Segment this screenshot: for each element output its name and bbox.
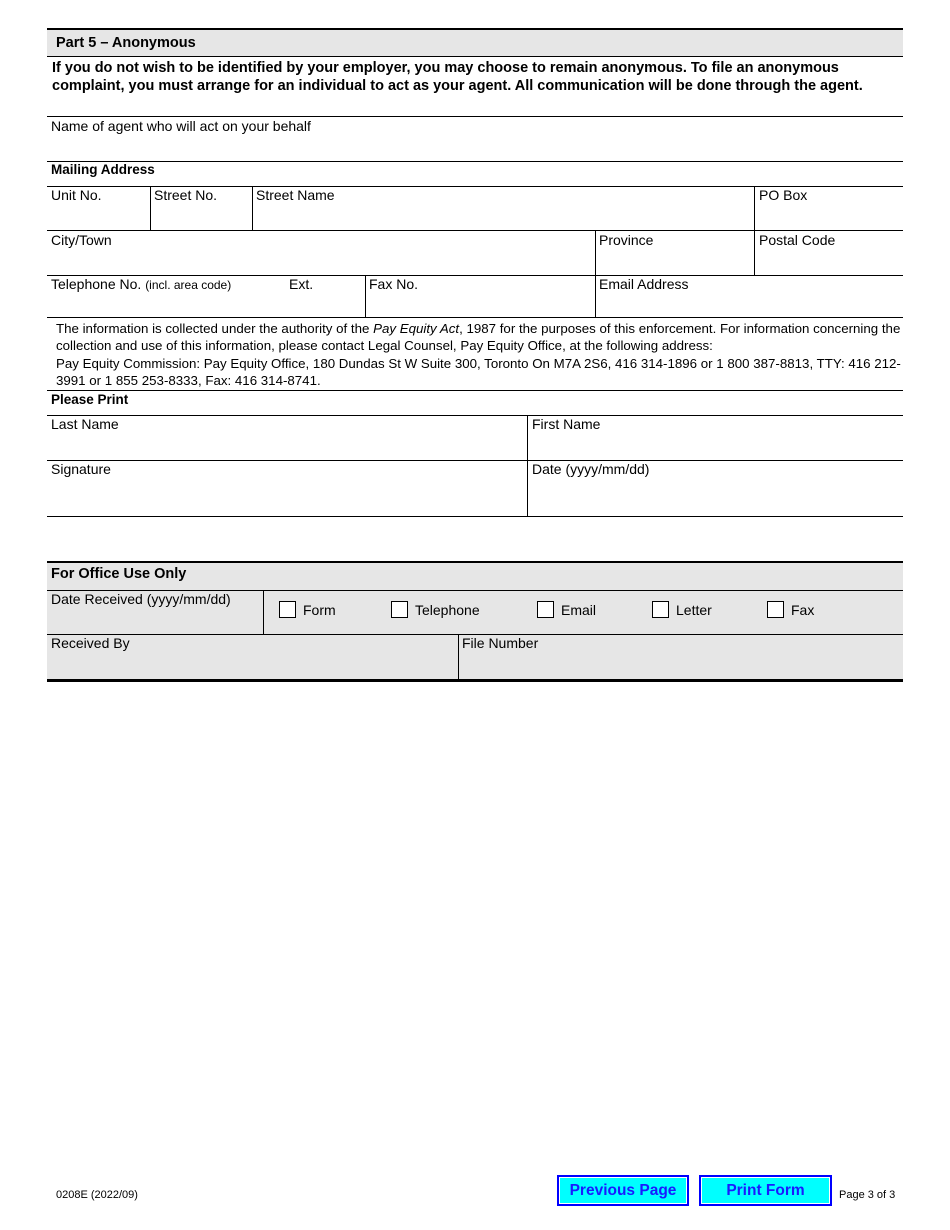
unit-no-input[interactable]	[47, 206, 150, 230]
mailing-heading: Mailing Address	[51, 162, 155, 177]
checkbox-square[interactable]	[537, 601, 554, 618]
divider	[47, 516, 903, 517]
street-name-input[interactable]	[253, 206, 754, 230]
street-no-label: Street No.	[154, 187, 218, 203]
signature-label: Signature	[51, 461, 111, 477]
checkbox-square[interactable]	[279, 601, 296, 618]
last-name-label: Last Name	[51, 416, 119, 432]
divider	[47, 230, 903, 231]
part5-title: Part 5 – Anonymous	[47, 30, 903, 56]
print-form-button[interactable]: Print Form	[699, 1175, 832, 1206]
method-label: Email	[561, 601, 597, 618]
divider	[47, 460, 903, 461]
divider	[47, 679, 903, 682]
act-name: Pay Equity Act	[373, 321, 460, 336]
telephone-input[interactable]	[47, 294, 279, 316]
agent-label: Name of agent who will act on your behalf	[51, 118, 311, 134]
file-number-label: File Number	[462, 635, 539, 651]
divider	[263, 590, 264, 634]
notice-paragraph	[56, 320, 901, 354]
telephone-label	[51, 276, 231, 292]
city-label: City/Town	[51, 232, 112, 248]
divider	[47, 415, 903, 416]
received-by-label: Received By	[51, 635, 130, 651]
method-label: Letter	[676, 601, 712, 618]
part5-intro: If you do not wish to be identified by your employer, you may choose to remain anonymous. To file an anonymous complaint, you must arrange for an individual to act as your agent. All communication will be done through the agent.	[52, 60, 863, 94]
divider	[47, 390, 903, 391]
date-received-label: Date Received (yyyy/mm/dd)	[51, 591, 231, 607]
page-info: Page 3 of 3	[839, 1189, 896, 1201]
date-label: Date (yyyy/mm/dd)	[532, 461, 650, 477]
postal-code-label: Postal Code	[759, 232, 836, 248]
method-checkbox-telephone[interactable]	[391, 601, 480, 618]
notice-address: Pay Equity Commission: Pay Equity Office, 180 Dundas St W Suite 300, Toronto On M7A 2S6, 416 314-1896 or 1 800 387-8813, TTY: 416 212-3991 or 1 855 253-8333, Fax: 416 314-8741.	[56, 356, 901, 388]
province-input[interactable]	[596, 250, 754, 274]
divider	[47, 161, 903, 162]
po-box-label: PO Box	[759, 187, 808, 203]
checkbox-square[interactable]	[391, 601, 408, 618]
last-name-input[interactable]	[47, 434, 527, 459]
notice-part1: The information is collected under the authority of the	[56, 321, 374, 336]
checkbox-square[interactable]	[652, 601, 669, 618]
ext-input[interactable]	[283, 294, 365, 316]
divider	[47, 56, 903, 57]
fax-label: Fax No.	[369, 276, 419, 292]
first-name-input[interactable]	[528, 434, 903, 459]
telephone-note: (incl. area code)	[145, 278, 232, 292]
signature-area[interactable]	[47, 480, 527, 515]
ext-label: Ext.	[289, 276, 314, 292]
method-label: Telephone	[415, 601, 480, 618]
method-checkbox-fax[interactable]	[767, 601, 814, 618]
office-use-heading: For Office Use Only	[51, 566, 187, 582]
email-input[interactable]	[596, 294, 903, 316]
please-print-heading: Please Print	[51, 392, 129, 407]
method-checkbox-email[interactable]	[537, 601, 596, 618]
postal-code-input[interactable]	[755, 250, 903, 274]
city-input[interactable]	[47, 250, 595, 274]
agent-name-input[interactable]	[47, 134, 903, 160]
method-label: Fax	[791, 601, 815, 618]
email-label: Email Address	[599, 276, 689, 292]
telephone-label-text: Telephone No.	[51, 276, 142, 292]
po-box-input[interactable]	[755, 206, 903, 230]
privacy-notice	[56, 320, 901, 389]
street-name-label: Street Name	[256, 187, 335, 203]
unit-no-label: Unit No.	[51, 187, 102, 203]
method-checkbox-form[interactable]	[279, 601, 336, 618]
province-label: Province	[599, 232, 654, 248]
date-input[interactable]	[528, 480, 903, 515]
method-label: Form	[303, 601, 336, 618]
divider	[47, 317, 903, 318]
checkbox-square[interactable]	[767, 601, 784, 618]
form-code: 0208E (2022/09)	[56, 1189, 138, 1201]
first-name-label: First Name	[532, 416, 601, 432]
notice-part2: , 1987 for the purposes of this enforcement. For information concerning the collection and use of this information, please contact Legal Counsel, Pay Equity Office, at the following address:	[56, 321, 901, 353]
fax-input[interactable]	[366, 294, 595, 316]
divider	[47, 116, 903, 117]
method-checkbox-letter[interactable]	[652, 601, 712, 618]
divider	[458, 634, 459, 680]
divider	[47, 561, 903, 563]
street-no-input[interactable]	[151, 206, 252, 230]
previous-page-button[interactable]: Previous Page	[557, 1175, 689, 1206]
